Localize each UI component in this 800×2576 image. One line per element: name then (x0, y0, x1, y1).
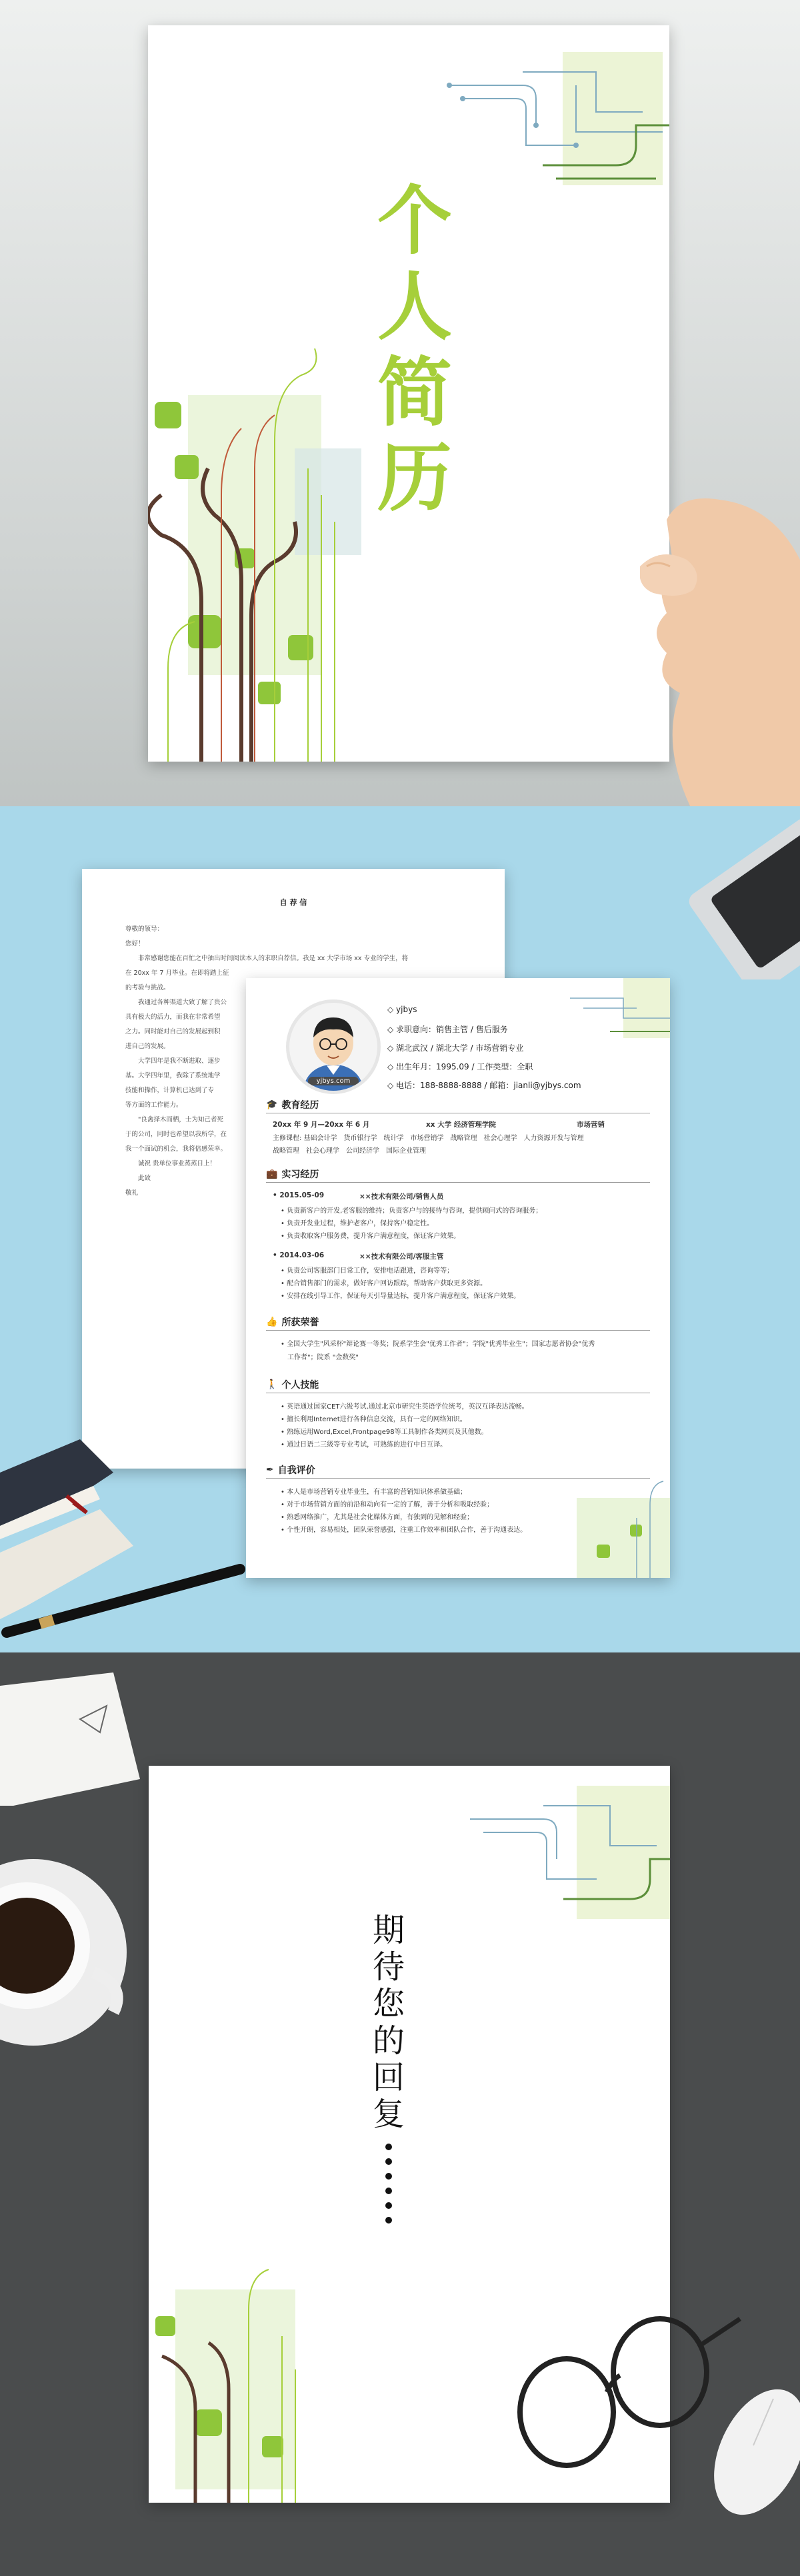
job-company: ××技术有限公司/销售人员 (359, 1193, 444, 1201)
letter-paragraph: 基。大学四年里，我除了系统地学 (125, 1072, 221, 1079)
bag-icon: 💼 (266, 1169, 278, 1179)
resume-info-text: 求职意向：销售主管 / 售后服务 (396, 1025, 508, 1034)
job-duty: • 负责开发业过程，维护老客户，保持客户稳定性。 (281, 1220, 434, 1227)
closing-char: 回 (372, 2058, 405, 2096)
ellipsis-dot (385, 2144, 392, 2150)
letter-paragraph: 之力。同时能对自己的发展起到积 (125, 1028, 221, 1035)
resume-info-line (387, 1042, 523, 1053)
ellipsis-dot (385, 2188, 392, 2194)
ellipsis-dots (385, 2144, 392, 2224)
letter-paragraph: 等方面的工作能力。 (125, 1101, 183, 1109)
job-duty-text: 负责开发业过程，维护老客户，保持客户稳定性。 (287, 1220, 434, 1227)
closing-section (0, 1652, 800, 2576)
education-period: 20xx 年 9 月—20xx 年 6 月 (273, 1121, 370, 1129)
section-heading-internship (266, 1167, 319, 1181)
circuit-decoration-top (470, 1779, 670, 1926)
honors-text: • 全国大学生"风采杯"辩论赛一等奖；院系学生会"优秀工作者"；学院"优秀毕业生"；国家志愿者协会"优秀 (281, 1341, 595, 1348)
self-eval-text: 熟悉网络推广，尤其是社会化媒体方面，有独到的见解和经验； (287, 1514, 474, 1521)
job-date: • 2014.03-06 (273, 1251, 325, 1259)
letter-paragraph: 我通过各种渠道大致了解了贵公 (138, 999, 227, 1006)
letter-paragraph: 在 20xx 年 7 月毕业。在即将踏上征 (125, 969, 229, 977)
job-duty: • 负责公司客服部门日常工作，安排电话跟进，咨询等等； (281, 1267, 454, 1275)
cover-title-char: 人 (377, 263, 452, 350)
skill-text: 通过日语二三级等专业考试，可熟练的进行中日互译。 (287, 1441, 447, 1449)
section-heading-text: 教育经历 (281, 1100, 319, 1111)
self-eval-text: 本人是市场营销专业毕业生，有丰富的营销知识体系做基础； (287, 1489, 467, 1496)
section-divider (266, 1330, 650, 1331)
cover-title-char: 历 (377, 435, 452, 522)
letter-paragraph: 进自己的发展。 (125, 1043, 170, 1050)
person-icon: 🚶 (266, 1379, 278, 1390)
ellipsis-dot (385, 2217, 392, 2224)
section-heading-text: 所获荣誉 (281, 1317, 319, 1328)
resume-name (387, 1005, 417, 1014)
letter-paragraph: 敬礼 (125, 1189, 139, 1197)
closing-char: 期 (372, 1912, 405, 1949)
paper-note (0, 1672, 147, 1819)
diamond-icon: ◇ (387, 1005, 397, 1014)
closing-char: 您 (372, 1985, 405, 2023)
diamond-icon: ◇ (387, 1081, 397, 1090)
letter-paragraph: 大学四年是我不断进取、逐步 (138, 1057, 221, 1065)
pen-icon: ✒ (266, 1465, 274, 1475)
section-divider (266, 1182, 650, 1183)
hand-holding-sheet (640, 480, 800, 806)
letter-paragraph: 我一个面试的机会，我将倍感荣幸。 (125, 1145, 227, 1153)
job-date: • 2015.05-09 (273, 1191, 325, 1199)
honors-text: 工作者"；院系 "金数奖" (287, 1354, 359, 1361)
resume-info-text: 电话：188-8888-8888 / 邮箱：jianli@yjbys.com (396, 1081, 581, 1090)
job-company: ××技术有限公司/客服主管 (359, 1253, 444, 1261)
tree-decoration-resume (557, 1478, 670, 1578)
letter-paragraph: 于的公司，同时也希望以我所学，在 (125, 1131, 227, 1138)
tree-decoration (148, 295, 401, 762)
section-heading-text: 实习经历 (281, 1169, 319, 1180)
skill-text: 英语通过国家CET六级考试,通过北京市研究生英语学位统考，英汉互译表达流畅。 (287, 1403, 529, 1411)
education-courses: 战略管理 社会心理学 公司经济学 国际企业管理 (273, 1147, 426, 1155)
skill-text: 熟练运用Word,Excel,Frontpage98等工具制作各类网页及其他数。 (287, 1429, 488, 1436)
honors-line: 全国大学生"风采杯"辩论赛一等奖；院系学生会"优秀工作者"；学院"优秀毕业生"；国家志愿者协会"优秀 (287, 1341, 595, 1348)
self-eval-item: • 本人是市场营销专业毕业生，有丰富的营销知识体系做基础； (281, 1489, 467, 1496)
section-heading-education (266, 1098, 319, 1111)
letter-greeting: 尊敬的领导： (125, 926, 164, 933)
diamond-icon: ◇ (387, 1025, 397, 1034)
ellipsis-dot (385, 2173, 392, 2180)
notebook-and-pen (0, 1273, 280, 1646)
skill-text: 擅长利用Internet进行各种信息交流，具有一定的网络知识。 (287, 1416, 467, 1423)
letter-paragraph: 技能和操作，计算机已达到了专 (125, 1087, 215, 1094)
resume-section (0, 806, 800, 1652)
thumbs-up-icon: 👍 (266, 1317, 278, 1327)
cover-title-char: 个 (377, 178, 452, 265)
resume-info-line (387, 1061, 533, 1072)
self-eval-item: • 个性开朗，容易相处，团队荣誉感强，注重工作效率和团队合作，善于沟通表达。 (281, 1527, 527, 1534)
letter-title: 自 荐 信 (279, 898, 307, 907)
self-eval-item: • 对于市场营销方面的前沿和动向有一定的了解，善于分析和吸取经验； (281, 1501, 494, 1509)
resume-info-line (387, 1023, 508, 1035)
ellipsis-dot (385, 2158, 392, 2165)
tree-decoration (149, 2236, 349, 2503)
letter-paragraph: 的考验与挑战。 (125, 984, 170, 991)
laptop-corner (680, 806, 800, 979)
letter-hello: 您好！ (125, 940, 145, 948)
job-duty: • 配合销售部门的需求，做好客户回访跟踪，帮助客户获取更多资源。 (281, 1280, 487, 1287)
job-date-text: 2015.05-09 (279, 1191, 325, 1199)
diamond-icon: ◇ (387, 1062, 397, 1071)
letter-paragraph: 非常感谢您能在百忙之中抽出时间阅读本人的求职自荐信。我是 xx 大学市场 xx 专业的学生，将 (138, 955, 409, 962)
graduation-cap-icon: 🎓 (266, 1099, 278, 1110)
avatar (286, 999, 381, 1094)
resume-info-text: 湖北武汉 / 湖北大学 / 市场营销专业 (396, 1043, 524, 1053)
skill-item: • 英语通过国家CET六级考试,通过北京市研究生英语学位统考，英汉互译表达流畅。 (281, 1403, 529, 1411)
cover-sheet (148, 25, 669, 762)
computer-mouse (693, 2372, 800, 2532)
diamond-icon: ◇ (387, 1043, 397, 1053)
job-duty-text: 负责收取客户服务费，提升客户满意程度，保证客户效果。 (287, 1233, 461, 1240)
job-duty-text: 负责公司客服部门日常工作，安排电话跟进，咨询等等； (287, 1267, 454, 1275)
education-school: xx 大学 经济管理学院 (426, 1121, 496, 1129)
self-eval-text: 个性开朗，容易相处，团队荣誉感强，注重工作效率和团队合作，善于沟通表达。 (287, 1527, 527, 1534)
closing-char: 复 (372, 2095, 405, 2133)
skill-item: • 通过日语二三级等专业考试，可熟练的进行中日互译。 (281, 1441, 447, 1449)
circuit-decoration-resume (570, 978, 670, 1045)
resume-info-text: 出生年月：1995.09 / 工作类型：全职 (396, 1062, 533, 1071)
cover-title-char: 简 (377, 349, 452, 436)
section-heading-text: 自我评价 (277, 1465, 315, 1476)
skill-item: • 擅长利用Internet进行各种信息交流，具有一定的网络知识。 (281, 1416, 467, 1423)
education-courses: 主修课程: 基础会计学 货币银行学 统计学 市场营销学 战略管理 社会心理学 人力资源开发与管理 (273, 1135, 584, 1142)
circuit-decoration-top (443, 45, 669, 199)
cover-section (0, 0, 800, 806)
resume-info-line (387, 1079, 581, 1091)
letter-paragraph: 诚祝 贵单位事业蒸蒸日上！ (138, 1160, 217, 1167)
job-duty: • 安排在线引导工作，保证每天引导量达标，提升客户满意程度，保证客户效果。 (281, 1293, 521, 1300)
skill-item: • 熟练运用Word,Excel,Frontpage98等工具制作各类网页及其他数。 (281, 1429, 488, 1436)
avatar-caption: yjbys.com (308, 1077, 359, 1085)
resume-name-text: yjbys (396, 1005, 417, 1014)
letter-paragraph: "良禽择木而栖，士为知己者死 (138, 1116, 223, 1123)
letter-paragraph: 此致 (138, 1175, 151, 1182)
closing-char: 待 (372, 1948, 405, 1986)
job-duty-text: 负责新客户的开发,老客服的维持；负责客户与的接待与咨询，提供顾问式的咨询服务； (287, 1207, 543, 1215)
self-eval-item: • 熟悉网络推广，尤其是社会化媒体方面，有独到的见解和经验； (281, 1514, 474, 1521)
job-duty: • 负责新客户的开发,老客服的维持；负责客户与的接待与咨询，提供顾问式的咨询服务； (281, 1207, 543, 1215)
job-date-text: 2014.03-06 (279, 1251, 325, 1259)
ellipsis-dot (385, 2202, 392, 2209)
letter-paragraph: 具有极大的活力，而我在非常希望 (125, 1013, 221, 1021)
coffee-cup (0, 1852, 133, 2052)
education-major: 市场营销 (577, 1121, 605, 1129)
resume-sheet (246, 978, 670, 1578)
self-eval-text: 对于市场营销方面的前沿和动向有一定的了解，善于分析和吸取经验； (287, 1501, 494, 1509)
job-duty-text: 安排在线引导工作，保证每天引导量达标，提升客户满意程度，保证客户效果。 (287, 1293, 521, 1300)
section-heading-text: 个人技能 (281, 1380, 319, 1391)
closing-message (362, 1912, 415, 2224)
closing-char: 的 (372, 2022, 405, 2060)
job-duty-text: 配合销售部门的需求，做好客户回访跟踪，帮助客户获取更多资源。 (287, 1280, 487, 1287)
job-duty: • 负责收取客户服务费，提升客户满意程度，保证客户效果。 (281, 1233, 461, 1240)
